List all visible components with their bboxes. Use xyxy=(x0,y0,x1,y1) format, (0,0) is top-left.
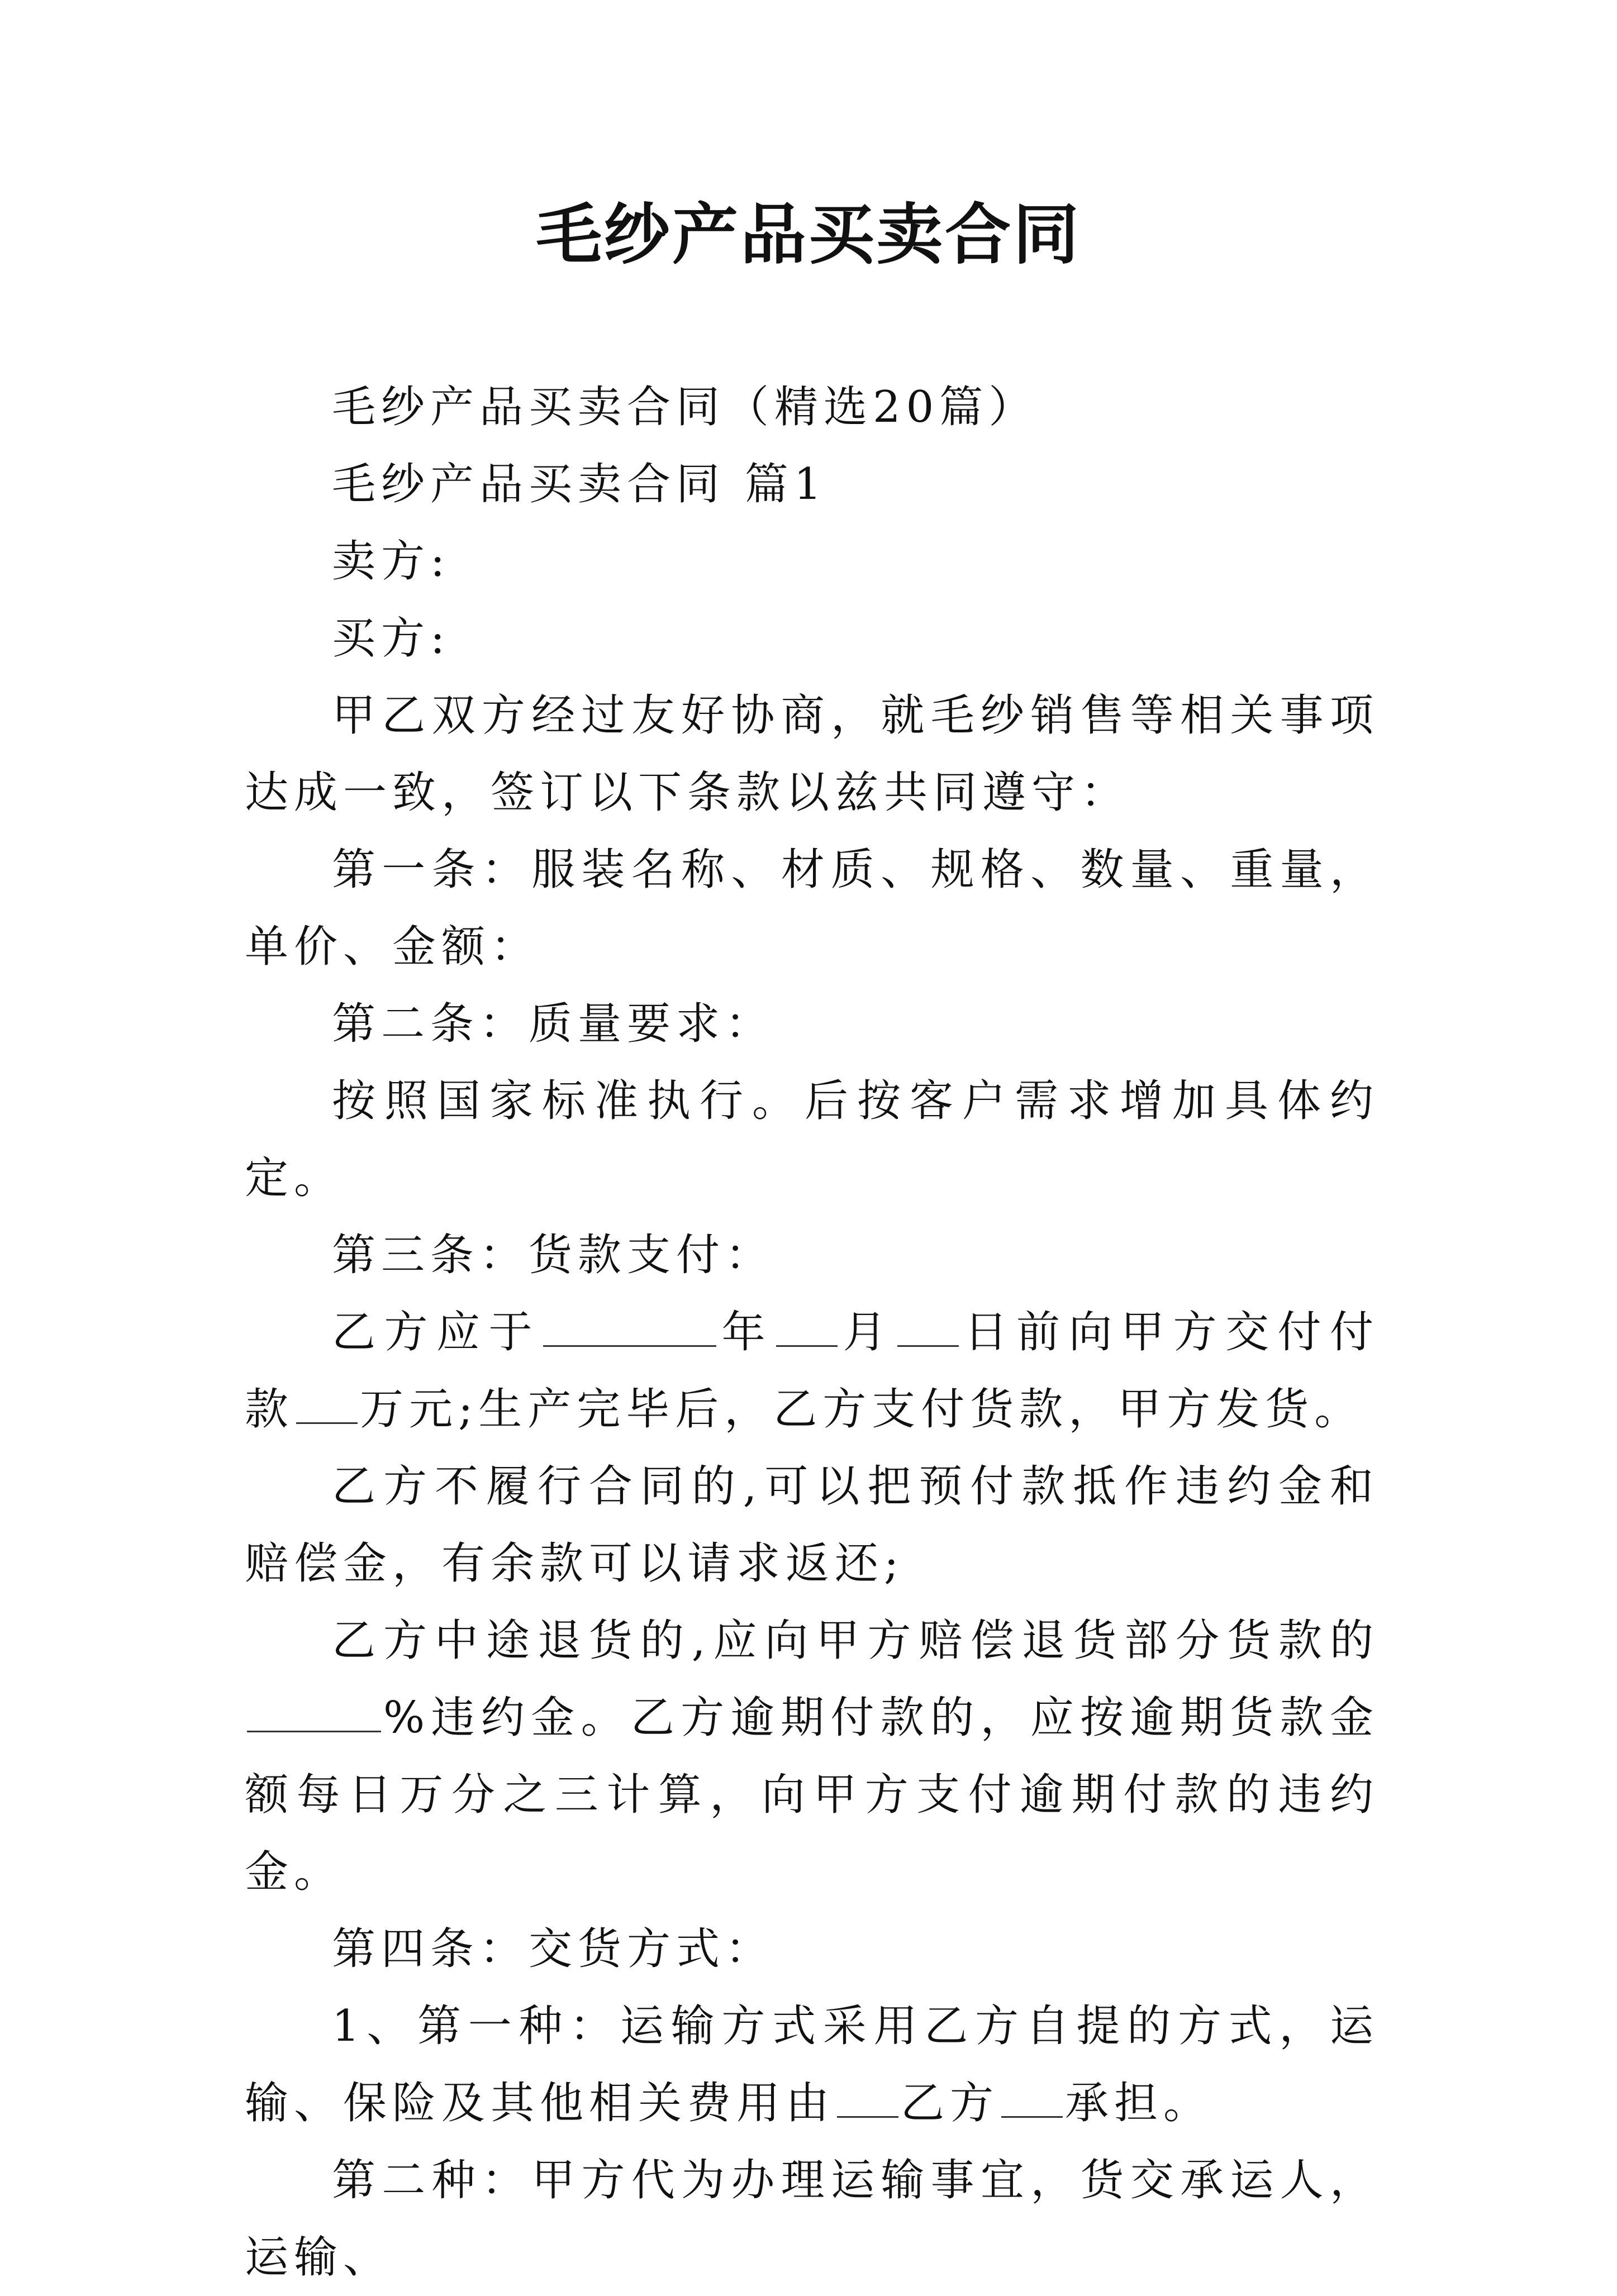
paragraph-subtitle: 毛纱产品买卖合同（精选20篇） xyxy=(332,382,1038,432)
payment-text-3: 月 xyxy=(840,1307,895,1357)
paragraph-article-1: 第一条：服装名称、材质、规格、数量、重量，单价、金额： xyxy=(245,845,1379,972)
paragraph-buyer: 买方: xyxy=(332,613,451,664)
blank-field xyxy=(296,1383,358,1424)
paragraph-preamble: 甲乙双方经过友好协商，就毛纱销售等相关事项达成一致，签订以下条款以兹共同遵守： xyxy=(245,690,1379,818)
blank-field xyxy=(776,1306,838,1347)
payment-text-4: 日前向甲方交付付款 xyxy=(245,1307,1379,1435)
paragraph-delivery-option-1 xyxy=(245,1988,1379,2142)
payment-text-2: 年 xyxy=(719,1307,774,1357)
delivery-text-1: 1、第一种：运输方式采用乙方自提的方式，运输、保险及其他相关费用由 xyxy=(245,2001,1379,2128)
paragraph-section-heading: 毛纱产品买卖合同 篇1 xyxy=(332,459,827,509)
paragraph-seller: 卖方: xyxy=(332,536,451,587)
paragraph-article-3: 第三条：货款支付： xyxy=(332,1230,775,1280)
document-body xyxy=(245,369,1379,2296)
delivery-party: 乙方 xyxy=(901,2078,1000,2128)
blank-field xyxy=(1001,2077,1063,2118)
paragraph-article-2: 第二条：质量要求： xyxy=(332,999,775,1049)
blank-field xyxy=(837,2077,898,2118)
paragraph-article-4: 第四条：交货方式： xyxy=(332,1924,775,1974)
paragraph-breach-clause: 乙方不履行合同的,可以把预付款抵作违约金和赔偿金，有余款可以请求返还; xyxy=(245,1461,1379,1589)
return-text-1: 乙方中途退货的,应向甲方赔偿退货部分货款的 xyxy=(332,1616,1379,1666)
document-title: 毛纱产品买卖合同 xyxy=(535,196,1081,273)
paragraph-return-penalty xyxy=(245,1602,1379,1911)
paragraph-quality-standard: 按照国家标准执行。后按客户需求增加具体约定。 xyxy=(245,1076,1379,1203)
paragraph-payment-terms xyxy=(245,1294,1379,1448)
return-text-2: %违约金。乙方逾期付款的，应按逾期货款金额每日万分之三计算，向甲方支付逾期付款的违约金。 xyxy=(245,1693,1379,1897)
payment-text-5: 万元;生产完毕后，乙方支付货款，甲方发货。 xyxy=(360,1384,1364,1435)
paragraph-delivery-option-2: 第二种：甲方代为办理运输事宜，货交承运人，运输、 xyxy=(245,2155,1379,2283)
delivery-text-3: 承担。 xyxy=(1065,2078,1213,2128)
blank-field xyxy=(543,1306,716,1347)
blank-field xyxy=(897,1306,959,1347)
payment-text-1: 乙方应于 xyxy=(332,1307,541,1357)
blank-field xyxy=(247,1692,381,1732)
